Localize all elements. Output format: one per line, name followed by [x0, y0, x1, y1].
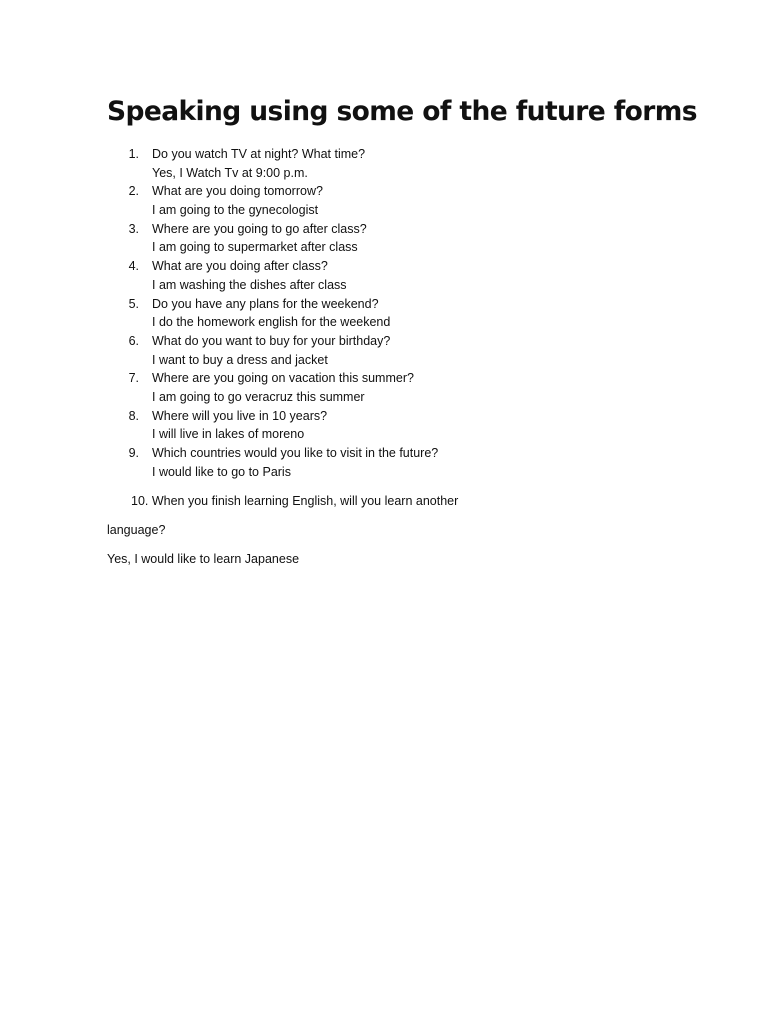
list-item [0, 332, 768, 369]
list-item [0, 444, 768, 481]
answer-text: I will live in lakes of moreno [152, 427, 305, 442]
list-item [0, 369, 768, 406]
item-number: 3. [128, 221, 139, 236]
question-text: Which countries would you like to visit in the future? [152, 446, 439, 461]
list-item [0, 295, 768, 332]
item-number: 4. [128, 259, 139, 274]
list-item [0, 257, 768, 294]
item-number: 1. [128, 147, 139, 161]
item-number: 6. [128, 333, 139, 348]
list-item [0, 407, 768, 444]
question-text: Where are you going to go after class? [152, 221, 367, 236]
question-text: Where are you going on vacation this summer? [152, 371, 414, 386]
answer-text: I am washing the dishes after class [152, 277, 347, 292]
item-number: 2. [128, 184, 139, 199]
answer-10: Yes, I would like to learn Japanese [107, 552, 300, 566]
question-text: What are you doing tomorrow? [152, 184, 323, 199]
answer-text: I do the homework english for the weekend [152, 315, 391, 330]
list-item [0, 220, 768, 257]
question-text: Do you watch TV at night? What time? [152, 147, 366, 161]
answer-text: I am going to go veracruz this summer [152, 390, 365, 405]
answer-text: Yes, I Watch Tv at 9:00 p.m. [152, 165, 308, 180]
question-text: Where will you live in 10 years? [152, 408, 328, 423]
list-item [0, 182, 768, 219]
question-text: What do you want to buy for your birthday? [152, 333, 391, 348]
answer-text: I would like to go to Paris [152, 464, 291, 479]
answer-text: I am going to supermarket after class [152, 240, 358, 255]
list-item [0, 145, 768, 182]
question-text: What are you doing after class? [152, 259, 328, 274]
answer-text: I am going to the gynecologist [152, 203, 319, 218]
question-text: Do you have any plans for the weekend? [152, 296, 379, 311]
question-10-line1: 10. When you finish learning English, will you learn another [131, 494, 459, 508]
question-list [0, 145, 768, 482]
page-title: Speaking using some of the future forms [107, 96, 697, 127]
item-number: 9. [128, 446, 139, 461]
item-number: 5. [128, 296, 139, 311]
question-10-line2: language? [107, 523, 166, 537]
item-number: 7. [128, 371, 139, 386]
item-number: 8. [128, 408, 139, 423]
answer-text: I want to buy a dress and jacket [152, 352, 328, 367]
